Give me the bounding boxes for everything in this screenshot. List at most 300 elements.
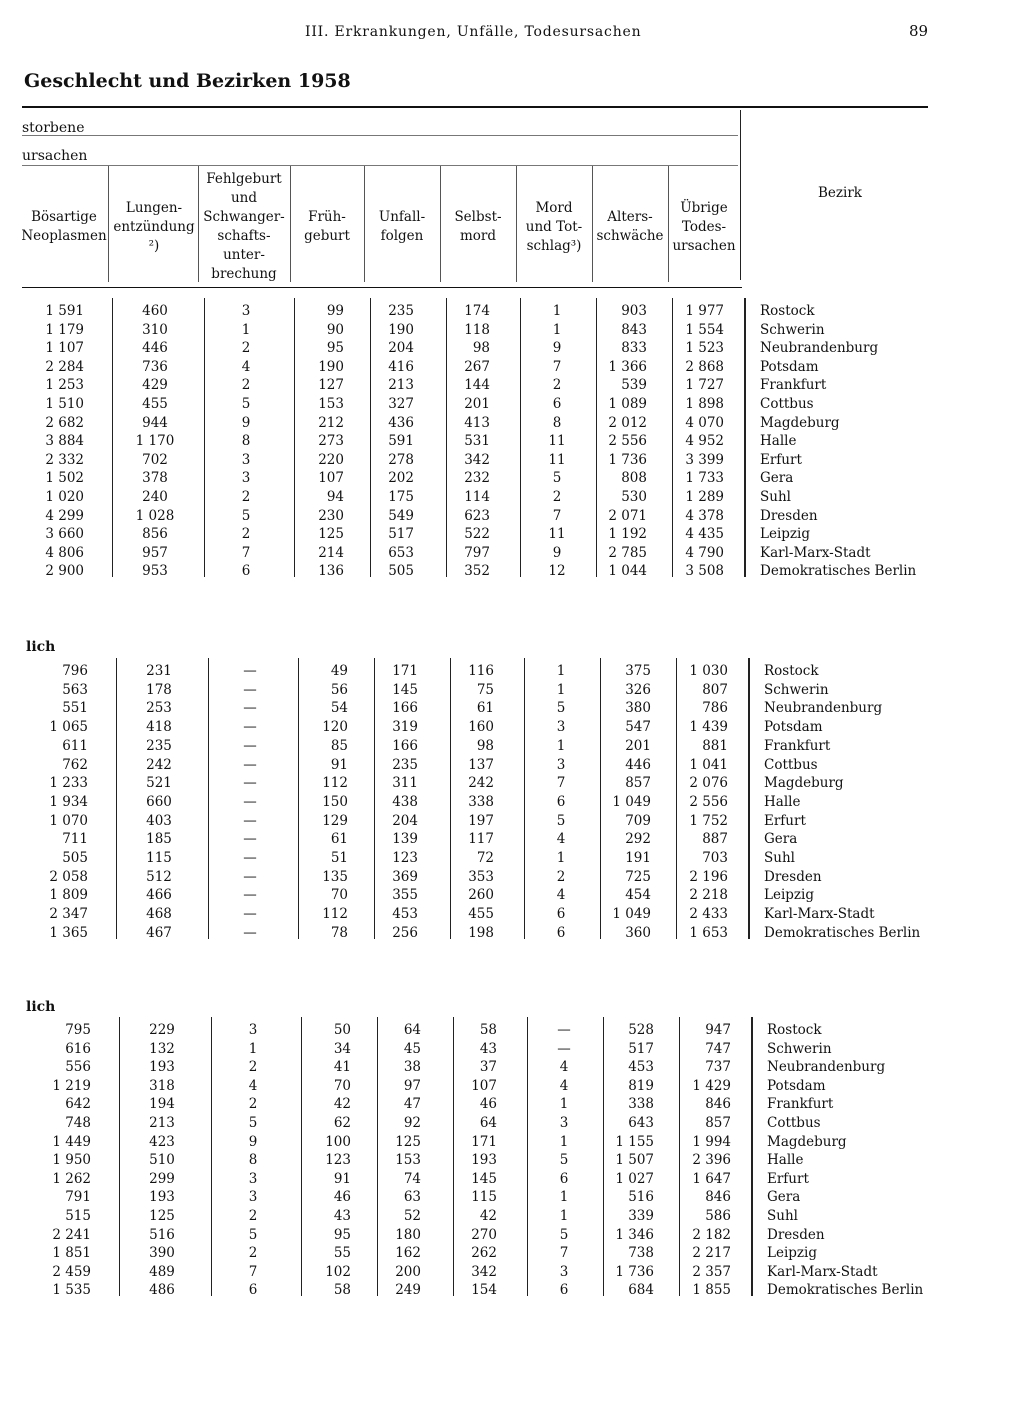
column-divider <box>524 658 525 939</box>
bezirk-name: Gera <box>767 1189 801 1206</box>
page-title: Geschlecht und Bezirken 1958 <box>24 70 351 92</box>
cell-fehlgeburt: 2 <box>248 1096 258 1113</box>
cell-altersschwache: 2 556 <box>608 433 647 450</box>
cell-lungenentzundung: 423 <box>149 1133 175 1150</box>
bezirk-name: Leipzig <box>764 887 814 904</box>
cell-bosartige-neoplasmen: 1 510 <box>45 396 84 412</box>
cell-unfallfolgen: 416 <box>388 358 414 375</box>
cell-selbstmord: 413 <box>464 414 490 431</box>
column-divider <box>744 298 746 577</box>
cell-mord-totschlag: 1 <box>559 1096 569 1113</box>
cell-lungenentzundung: 299 <box>149 1170 175 1187</box>
cell-lungenentzundung: 390 <box>149 1245 175 1262</box>
cell-bosartige-neoplasmen: 1 233 <box>49 775 88 792</box>
cell-mord-totschlag: 9 <box>552 340 562 357</box>
cell-lungenentzundung: 510 <box>149 1152 175 1169</box>
cell-lungenentzundung: 115 <box>146 850 172 866</box>
cell-lungenentzundung: 455 <box>142 396 168 412</box>
cell-ubrige-todesursachen: 1 752 <box>689 812 728 829</box>
cell-unfallfolgen: 166 <box>392 737 418 754</box>
cell-unfallfolgen: 204 <box>392 812 418 829</box>
cell-mord-totschlag: — <box>557 1040 571 1057</box>
cell-fruhgeburt: 107 <box>318 470 344 487</box>
cell-fehlgeburt: 2 <box>248 1208 258 1224</box>
cell-mord-totschlag: 4 <box>559 1077 569 1094</box>
cell-altersschwache: 833 <box>621 340 647 357</box>
cell-lungenentzundung: 132 <box>149 1040 175 1057</box>
cell-unfallfolgen: 436 <box>388 414 414 431</box>
cell-mord-totschlag: 6 <box>552 396 562 412</box>
col-header-lungenentzundung: Lungen- entzündung ²) <box>113 199 195 254</box>
cell-bosartige-neoplasmen: 642 <box>65 1096 91 1113</box>
cell-lungenentzundung: 460 <box>142 303 168 319</box>
cell-mord-totschlag: 6 <box>556 793 566 810</box>
cell-unfallfolgen: 38 <box>403 1059 421 1076</box>
bezirk-name: Gera <box>760 470 794 487</box>
cell-fehlgeburt: 7 <box>248 1263 258 1280</box>
cell-selbstmord: 797 <box>464 544 490 561</box>
cell-lungenentzundung: 231 <box>146 663 172 679</box>
cell-unfallfolgen: 123 <box>392 850 418 866</box>
cell-unfallfolgen: 653 <box>388 544 414 561</box>
cell-bosartige-neoplasmen: 1 179 <box>45 321 84 338</box>
cell-ubrige-todesursachen: 1 554 <box>685 321 724 338</box>
cell-selbstmord: 342 <box>464 451 490 468</box>
cell-unfallfolgen: 171 <box>392 663 418 679</box>
cell-selbstmord: 43 <box>479 1040 497 1057</box>
cell-fruhgeburt: 112 <box>322 906 348 923</box>
cell-mord-totschlag: 1 <box>559 1208 569 1224</box>
cell-fehlgeburt: 3 <box>241 451 251 468</box>
cell-mord-totschlag: 3 <box>559 1115 569 1131</box>
header-column-divider <box>592 166 593 282</box>
cell-bosartige-neoplasmen: 616 <box>65 1040 91 1057</box>
cell-bosartige-neoplasmen: 1 449 <box>52 1133 91 1150</box>
cell-fruhgeburt: 58 <box>333 1282 351 1299</box>
cell-fruhgeburt: 112 <box>322 775 348 792</box>
cell-fehlgeburt: 8 <box>241 433 251 450</box>
cell-ubrige-todesursachen: 1 653 <box>689 924 728 941</box>
cell-fruhgeburt: 51 <box>330 850 348 866</box>
header-column-divider <box>440 166 441 282</box>
cell-fehlgeburt: 2 <box>248 1059 258 1076</box>
cell-unfallfolgen: 453 <box>392 906 418 923</box>
cell-unfallfolgen: 311 <box>392 775 418 792</box>
cell-selbstmord: 174 <box>464 303 490 319</box>
cell-altersschwache: 1 736 <box>615 1263 654 1280</box>
cell-lungenentzundung: 403 <box>146 812 172 829</box>
cell-fehlgeburt: 2 <box>241 340 251 357</box>
cell-selbstmord: 193 <box>471 1152 497 1169</box>
cell-fruhgeburt: 95 <box>333 1226 351 1243</box>
bezirk-name: Magdeburg <box>760 414 840 431</box>
cell-fruhgeburt: 49 <box>330 663 348 679</box>
cell-fruhgeburt: 127 <box>318 377 344 394</box>
cell-fehlgeburt: 3 <box>248 1170 258 1187</box>
section-label: lich <box>26 639 56 655</box>
cell-ubrige-todesursachen: 737 <box>705 1059 731 1076</box>
cell-fruhgeburt: 100 <box>325 1133 351 1150</box>
header-column-divider <box>516 166 517 282</box>
cell-mord-totschlag: 5 <box>552 470 562 487</box>
cell-fruhgeburt: 273 <box>318 433 344 450</box>
cell-bosartige-neoplasmen: 1 851 <box>52 1245 91 1262</box>
cell-fruhgeburt: 135 <box>322 868 348 885</box>
cell-fehlgeburt: — <box>243 756 257 773</box>
cell-ubrige-todesursachen: 2 217 <box>692 1245 731 1262</box>
cell-altersschwache: 446 <box>625 756 651 773</box>
cell-fehlgeburt: 5 <box>248 1226 258 1243</box>
cell-lungenentzundung: 660 <box>146 793 172 810</box>
bezirk-name: Frankfurt <box>760 377 827 394</box>
cell-fehlgeburt: 2 <box>241 489 251 505</box>
cell-ubrige-todesursachen: 4 435 <box>685 526 724 543</box>
cell-lungenentzundung: 446 <box>142 340 168 357</box>
cell-ubrige-todesursachen: 1 727 <box>685 377 724 394</box>
cell-fruhgeburt: 54 <box>330 700 348 717</box>
cell-fruhgeburt: 95 <box>326 340 344 357</box>
cell-bosartige-neoplasmen: 796 <box>62 663 88 679</box>
cell-altersschwache: 530 <box>621 489 647 505</box>
cell-ubrige-todesursachen: 1 977 <box>685 303 724 319</box>
cell-fruhgeburt: 43 <box>333 1208 351 1224</box>
cell-bosartige-neoplasmen: 2 241 <box>52 1226 91 1243</box>
header-column-divider <box>198 166 199 282</box>
cell-selbstmord: 455 <box>468 906 494 923</box>
cell-fehlgeburt: 5 <box>241 396 251 412</box>
bezirk-name: Rostock <box>760 303 815 319</box>
header-column-divider <box>668 166 669 282</box>
cell-selbstmord: 623 <box>464 507 490 524</box>
cell-ubrige-todesursachen: 2 076 <box>689 775 728 792</box>
column-divider <box>211 1017 212 1296</box>
cell-ubrige-todesursachen: 1 733 <box>685 470 724 487</box>
bezirk-name: Demokratisches Berlin <box>767 1282 924 1299</box>
bezirk-name: Suhl <box>760 489 791 505</box>
cell-lungenentzundung: 736 <box>142 358 168 375</box>
cell-ubrige-todesursachen: 807 <box>702 681 728 698</box>
header-bottom-rule <box>22 287 742 288</box>
cell-fruhgeburt: 150 <box>322 793 348 810</box>
cell-fruhgeburt: 55 <box>333 1245 351 1262</box>
cell-mord-totschlag: 2 <box>556 868 566 885</box>
bezirk-name: Neubrandenburg <box>767 1059 886 1076</box>
cell-unfallfolgen: 369 <box>392 868 418 885</box>
cell-unfallfolgen: 200 <box>395 1263 421 1280</box>
cell-ubrige-todesursachen: 1 523 <box>685 340 724 357</box>
cell-bosartige-neoplasmen: 551 <box>62 700 88 717</box>
cell-fehlgeburt: — <box>243 700 257 717</box>
cell-ubrige-todesursachen: 3 508 <box>685 563 724 580</box>
bezirk-name: Magdeburg <box>767 1133 847 1150</box>
bezirk-name: Erfurt <box>767 1170 809 1187</box>
cell-unfallfolgen: 47 <box>403 1096 421 1113</box>
bezirk-name: Cottbus <box>764 756 818 773</box>
header-column-divider <box>108 166 109 282</box>
cell-unfallfolgen: 249 <box>395 1282 421 1299</box>
cell-bosartige-neoplasmen: 1 502 <box>45 470 84 487</box>
cell-mord-totschlag: 7 <box>556 775 566 792</box>
cell-selbstmord: 353 <box>468 868 494 885</box>
cell-ubrige-todesursachen: 586 <box>705 1208 731 1224</box>
cell-selbstmord: 98 <box>472 340 490 357</box>
cell-fehlgeburt: 9 <box>248 1133 258 1150</box>
cell-unfallfolgen: 235 <box>392 756 418 773</box>
cell-lungenentzundung: 702 <box>142 451 168 468</box>
cell-lungenentzundung: 486 <box>149 1282 175 1299</box>
cell-selbstmord: 117 <box>468 831 494 848</box>
cell-bosartige-neoplasmen: 1 535 <box>52 1282 91 1299</box>
cell-fehlgeburt: 2 <box>241 526 251 543</box>
cell-fruhgeburt: 90 <box>326 321 344 338</box>
cell-fruhgeburt: 46 <box>333 1189 351 1206</box>
cell-ubrige-todesursachen: 4 952 <box>685 433 724 450</box>
bezirk-name: Karl-Marx-Stadt <box>767 1263 878 1280</box>
cell-fehlgeburt: — <box>243 887 257 904</box>
cell-ubrige-todesursachen: 1 439 <box>689 719 728 736</box>
cell-altersschwache: 528 <box>628 1022 654 1038</box>
cell-bosartige-neoplasmen: 1 934 <box>49 793 88 810</box>
cell-lungenentzundung: 466 <box>146 887 172 904</box>
cell-fehlgeburt: 9 <box>241 414 251 431</box>
cell-bosartige-neoplasmen: 4 299 <box>45 507 84 524</box>
cell-fruhgeburt: 153 <box>318 396 344 412</box>
cell-bosartige-neoplasmen: 2 459 <box>52 1263 91 1280</box>
cell-selbstmord: 116 <box>468 663 494 679</box>
header-row-storbene: storbene <box>22 120 85 136</box>
bezirk-name: Leipzig <box>767 1245 817 1262</box>
cell-fehlgeburt: — <box>243 924 257 941</box>
bezirk-name: Halle <box>760 433 797 450</box>
cell-mord-totschlag: 1 <box>559 1189 569 1206</box>
cell-fruhgeburt: 78 <box>330 924 348 941</box>
cell-bosartige-neoplasmen: 2 347 <box>49 906 88 923</box>
cell-fehlgeburt: 3 <box>241 303 251 319</box>
cell-selbstmord: 160 <box>468 719 494 736</box>
cell-fruhgeburt: 123 <box>325 1152 351 1169</box>
cell-lungenentzundung: 194 <box>149 1096 175 1113</box>
cell-altersschwache: 2 071 <box>608 507 647 524</box>
cell-fehlgeburt: — <box>243 850 257 866</box>
cell-bosartige-neoplasmen: 2 284 <box>45 358 84 375</box>
cell-altersschwache: 1 507 <box>615 1152 654 1169</box>
cell-mord-totschlag: 5 <box>559 1226 569 1243</box>
cell-lungenentzundung: 944 <box>142 414 168 431</box>
cell-altersschwache: 360 <box>625 924 651 941</box>
cell-selbstmord: 137 <box>468 756 494 773</box>
cell-selbstmord: 260 <box>468 887 494 904</box>
bezirk-name: Cottbus <box>767 1115 821 1131</box>
cell-ubrige-todesursachen: 786 <box>702 700 728 717</box>
cell-lungenentzundung: 489 <box>149 1263 175 1280</box>
cell-lungenentzundung: 253 <box>146 700 172 717</box>
cell-unfallfolgen: 327 <box>388 396 414 412</box>
cell-bosartige-neoplasmen: 3 660 <box>45 526 84 543</box>
cell-lungenentzundung: 310 <box>142 321 168 338</box>
cell-lungenentzundung: 521 <box>146 775 172 792</box>
running-head: III. Erkrankungen, Unfälle, Todesursachen <box>305 24 642 40</box>
col-header-ubrige-todesursachen: Übrige Todes- ursachen <box>672 199 736 254</box>
column-divider <box>527 1017 528 1296</box>
bezirk-name: Rostock <box>764 663 819 679</box>
cell-fruhgeburt: 99 <box>326 303 344 319</box>
cell-mord-totschlag: 6 <box>559 1282 569 1299</box>
bezirk-name: Neubrandenburg <box>764 700 883 717</box>
cell-unfallfolgen: 438 <box>392 793 418 810</box>
cell-lungenentzundung: 378 <box>142 470 168 487</box>
bezirk-name: Neubrandenburg <box>760 340 879 357</box>
cell-selbstmord: 522 <box>464 526 490 543</box>
cell-fehlgeburt: — <box>243 719 257 736</box>
cell-mord-totschlag: 7 <box>552 507 562 524</box>
bezirk-name: Rostock <box>767 1022 822 1038</box>
cell-fehlgeburt: 6 <box>248 1282 258 1299</box>
cell-unfallfolgen: 355 <box>392 887 418 904</box>
cell-unfallfolgen: 213 <box>388 377 414 394</box>
col-header-bosartige-neoplasmen: Bösartige Neoplasmen <box>21 209 107 244</box>
cell-fehlgeburt: — <box>243 906 257 923</box>
cell-selbstmord: 118 <box>464 321 490 338</box>
cell-fehlgeburt: 7 <box>241 544 251 561</box>
cell-mord-totschlag: 2 <box>552 489 562 505</box>
bezirk-name: Dresden <box>767 1226 825 1243</box>
bezirk-name: Schwerin <box>760 321 825 338</box>
cell-lungenentzundung: 1 028 <box>135 507 175 524</box>
bezirk-name: Erfurt <box>760 451 802 468</box>
cell-altersschwache: 725 <box>625 868 651 885</box>
cell-selbstmord: 342 <box>471 1263 497 1280</box>
cell-bosartige-neoplasmen: 563 <box>62 681 88 698</box>
cell-altersschwache: 516 <box>628 1189 654 1206</box>
cell-bosartige-neoplasmen: 762 <box>62 756 88 773</box>
cell-bosartige-neoplasmen: 1 219 <box>52 1077 91 1094</box>
cell-lungenentzundung: 185 <box>146 831 172 848</box>
cell-fruhgeburt: 61 <box>330 831 348 848</box>
cell-mord-totschlag: 5 <box>556 700 566 717</box>
cell-selbstmord: 198 <box>468 924 494 941</box>
cell-bosartige-neoplasmen: 556 <box>65 1059 91 1076</box>
cell-mord-totschlag: 3 <box>556 719 566 736</box>
bezirk-name: Leipzig <box>760 526 810 543</box>
cell-lungenentzundung: 856 <box>142 526 168 543</box>
column-divider <box>204 298 205 577</box>
cell-bosartige-neoplasmen: 4 806 <box>45 544 84 561</box>
cell-fruhgeburt: 50 <box>333 1022 351 1038</box>
col-header-bezirk: Bezirk <box>818 184 862 201</box>
cell-unfallfolgen: 591 <box>388 433 414 450</box>
cell-mord-totschlag: 1 <box>559 1133 569 1150</box>
cell-ubrige-todesursachen: 2 196 <box>689 868 728 885</box>
cell-lungenentzundung: 516 <box>149 1226 175 1243</box>
cell-bosartige-neoplasmen: 1 253 <box>45 377 84 394</box>
bezirk-name: Magdeburg <box>764 775 844 792</box>
col-header-selbstmord: Selbst- mord <box>454 209 502 244</box>
bezirk-name: Dresden <box>764 868 822 885</box>
cell-unfallfolgen: 517 <box>388 526 414 543</box>
cell-unfallfolgen: 256 <box>392 924 418 941</box>
bezirk-name: Karl-Marx-Stadt <box>764 906 875 923</box>
bezirk-name: Demokratisches Berlin <box>764 924 921 941</box>
cell-mord-totschlag: 11 <box>548 526 566 543</box>
cell-selbstmord: 242 <box>468 775 494 792</box>
cell-lungenentzundung: 235 <box>146 737 172 754</box>
bezirk-name: Dresden <box>760 507 818 524</box>
bezirk-name: Suhl <box>767 1208 798 1224</box>
col-header-unfallfolgen: Unfall- folgen <box>378 209 426 244</box>
cell-fehlgeburt: 4 <box>248 1077 258 1094</box>
column-divider <box>520 298 521 577</box>
cell-fehlgeburt: 5 <box>248 1115 258 1131</box>
cell-bosartige-neoplasmen: 1 365 <box>49 924 88 941</box>
cell-ubrige-todesursachen: 1 647 <box>692 1170 731 1187</box>
cell-lungenentzundung: 229 <box>149 1022 175 1038</box>
cell-unfallfolgen: 162 <box>395 1245 421 1262</box>
cell-unfallfolgen: 190 <box>388 321 414 338</box>
cell-bosartige-neoplasmen: 1 020 <box>45 489 84 505</box>
cell-mord-totschlag: — <box>557 1022 571 1038</box>
cell-fruhgeburt: 230 <box>318 507 344 524</box>
column-divider <box>119 1017 120 1296</box>
cell-unfallfolgen: 45 <box>403 1040 421 1057</box>
column-divider <box>116 658 117 939</box>
bezirk-name: Schwerin <box>764 681 829 698</box>
cell-selbstmord: 37 <box>479 1059 497 1076</box>
cell-ubrige-todesursachen: 2 556 <box>689 793 728 810</box>
cell-selbstmord: 46 <box>479 1096 497 1113</box>
cell-fehlgeburt: 2 <box>241 377 251 394</box>
cell-selbstmord: 115 <box>471 1189 497 1206</box>
cell-selbstmord: 154 <box>471 1282 497 1299</box>
cell-selbstmord: 197 <box>468 812 494 829</box>
cell-bosartige-neoplasmen: 3 884 <box>45 433 84 450</box>
cell-unfallfolgen: 180 <box>395 1226 421 1243</box>
cell-fehlgeburt: — <box>243 831 257 848</box>
cell-fehlgeburt: 1 <box>241 321 251 338</box>
cell-ubrige-todesursachen: 846 <box>705 1189 731 1206</box>
cell-fruhgeburt: 214 <box>318 544 344 561</box>
cell-mord-totschlag: 9 <box>552 544 562 561</box>
cell-ubrige-todesursachen: 747 <box>705 1040 731 1057</box>
cell-fruhgeburt: 70 <box>330 887 348 904</box>
cell-selbstmord: 72 <box>476 850 494 866</box>
cell-selbstmord: 144 <box>464 377 490 394</box>
bezirk-name: Halle <box>767 1152 804 1169</box>
bezirk-name: Potsdam <box>760 358 819 375</box>
cell-ubrige-todesursachen: 1 855 <box>692 1282 731 1299</box>
cell-bosartige-neoplasmen: 2 682 <box>45 414 84 431</box>
cell-mord-totschlag: 1 <box>556 663 566 679</box>
cell-fehlgeburt: 5 <box>241 507 251 524</box>
cell-ubrige-todesursachen: 887 <box>702 831 728 848</box>
cell-fruhgeburt: 85 <box>330 737 348 754</box>
cell-altersschwache: 2 012 <box>608 414 647 431</box>
cell-altersschwache: 292 <box>625 831 651 848</box>
cell-unfallfolgen: 145 <box>392 681 418 698</box>
cell-lungenentzundung: 512 <box>146 868 172 885</box>
cell-mord-totschlag: 1 <box>556 737 566 754</box>
bezirk-name: Gera <box>764 831 798 848</box>
cell-altersschwache: 843 <box>621 321 647 338</box>
column-divider <box>751 1017 753 1296</box>
cell-ubrige-todesursachen: 1 041 <box>689 756 728 773</box>
cell-fehlgeburt: 1 <box>248 1040 258 1057</box>
cell-ubrige-todesursachen: 1 289 <box>685 489 724 505</box>
cell-selbstmord: 61 <box>476 700 494 717</box>
cell-fehlgeburt: 2 <box>248 1245 258 1262</box>
cell-unfallfolgen: 153 <box>395 1152 421 1169</box>
cell-mord-totschlag: 6 <box>556 906 566 923</box>
cell-altersschwache: 380 <box>625 700 651 717</box>
